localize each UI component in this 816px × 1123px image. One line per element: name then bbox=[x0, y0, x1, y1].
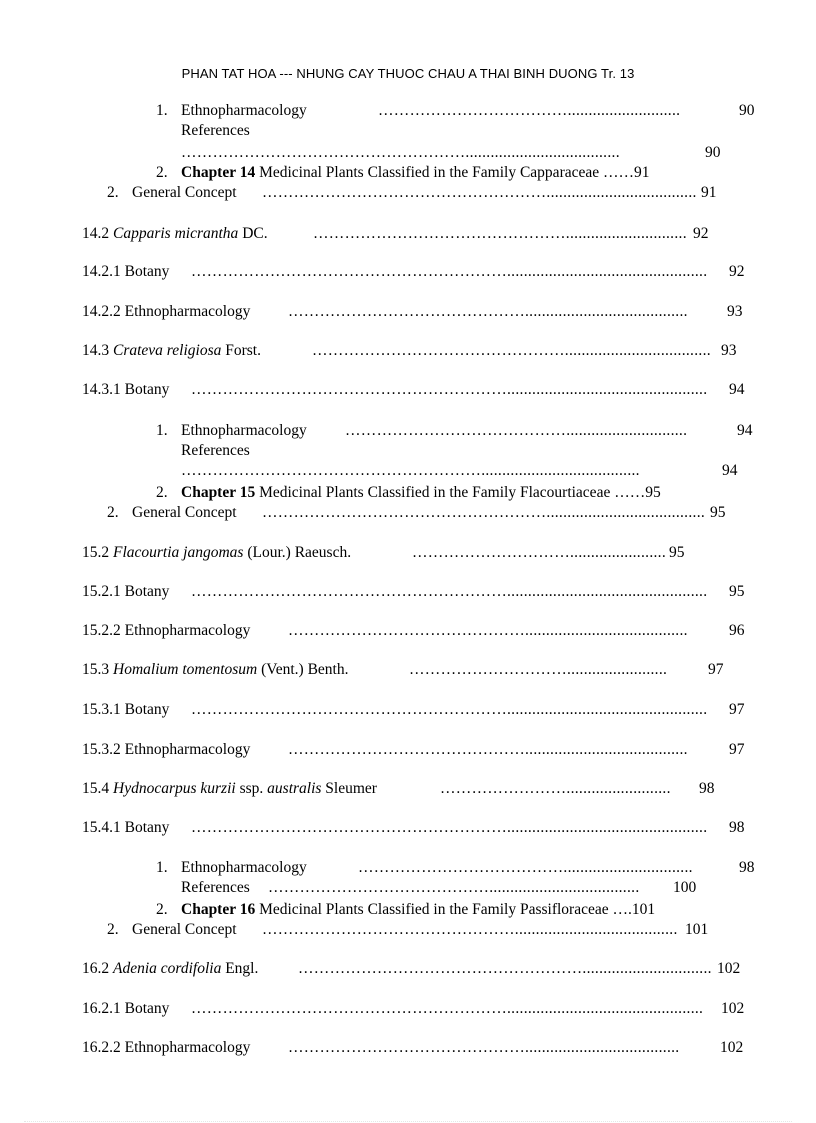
page-number: 97 bbox=[708, 661, 724, 678]
leader-dots: ………………………………………………............................... bbox=[298, 960, 712, 977]
species-name: Adenia cordifolia bbox=[113, 960, 222, 977]
leader-dots: ………………………………………....................................... bbox=[288, 303, 688, 320]
leader-dots: ……………………………………………………............................................... bbox=[191, 1000, 704, 1017]
page-number: 94 bbox=[729, 381, 745, 398]
leader-dots: ………………………………………....................................... bbox=[288, 741, 688, 758]
species-name: Hydnocarpus kurzii bbox=[113, 780, 236, 797]
page-number: 100 bbox=[673, 879, 697, 896]
chapter-entry bbox=[181, 163, 650, 183]
toc-entry: 14.2 Capparis micrantha DC. bbox=[82, 225, 268, 242]
leader-dots: …………………………………….................................... bbox=[268, 879, 640, 896]
leader-dots: …………………………........................ bbox=[409, 661, 668, 678]
leader-dots: …… bbox=[603, 164, 634, 181]
page-number: 92 bbox=[693, 225, 709, 242]
species-name: Capparis micrantha bbox=[113, 225, 239, 242]
page-number: 101 bbox=[685, 921, 709, 938]
leader-dots: …………………………………………....................................... bbox=[262, 921, 678, 938]
leader-dots: ……………………......................... bbox=[440, 780, 671, 797]
toc-entry-label: 15.3.2 Ethnopharmacology bbox=[82, 741, 251, 758]
list-number: 1. bbox=[156, 422, 168, 439]
toc-entry: 15.4 Hydnocarpus kurzii ssp. australis Sleumer bbox=[82, 780, 377, 797]
page-number: 95 bbox=[645, 484, 661, 501]
toc-entry-label: 16.2.2 Ethnopharmacology bbox=[82, 1039, 251, 1056]
page-number: 98 bbox=[739, 859, 755, 876]
chapter-entry bbox=[181, 900, 655, 920]
toc-entry-label: References bbox=[181, 879, 250, 896]
toc-entry-label: General Concept bbox=[132, 184, 237, 201]
page-number: 102 bbox=[717, 960, 741, 977]
toc-entry: 14.3 Crateva religiosa Forst. bbox=[82, 342, 261, 359]
page-number: 93 bbox=[727, 303, 743, 320]
page-number: 94 bbox=[722, 462, 738, 479]
list-number: 2. bbox=[107, 504, 119, 521]
page-number: 102 bbox=[721, 1000, 745, 1017]
leader-dots: ……………………………………............................. bbox=[345, 422, 688, 439]
page-number: 102 bbox=[720, 1039, 744, 1056]
page-number: 93 bbox=[721, 342, 737, 359]
leader-dots: ……………………………………………………................................................ bbox=[191, 819, 708, 836]
toc-entry-label: 14.2.1 Botany bbox=[82, 263, 170, 280]
page-number: 95 bbox=[729, 583, 745, 600]
leader-dots: …………………………………………............................. bbox=[313, 225, 687, 242]
leader-dots: …………………………………………................................... bbox=[312, 342, 711, 359]
subspecies-name: australis bbox=[267, 780, 322, 797]
toc-entry-label: 15.2.1 Botany bbox=[82, 583, 170, 600]
toc-entry-label: Ethnopharmacology bbox=[181, 102, 307, 119]
leader-dots: ……………………………………………………................................................ bbox=[191, 701, 708, 718]
leader-dots: …… bbox=[614, 484, 646, 501]
species-name: Flacourtia jangomas bbox=[113, 544, 244, 561]
leader-dots: ………………………………………....................................... bbox=[288, 622, 688, 639]
page-number: 90 bbox=[739, 102, 755, 119]
leader-dots: …………………………………………………...................................... bbox=[181, 462, 640, 479]
page-number: 90 bbox=[705, 144, 721, 161]
toc-entry-label: 15.4.1 Botany bbox=[82, 819, 170, 836]
leader-dots: …………………………………............................... bbox=[358, 859, 693, 876]
page-number: 97 bbox=[729, 701, 745, 718]
toc-entry: 15.3 Homalium tomentosum (Vent.) Benth. bbox=[82, 661, 349, 678]
toc-entry-label: 16.2.1 Botany bbox=[82, 1000, 170, 1017]
toc-entry-label: 14.3.1 Botany bbox=[82, 381, 170, 398]
toc-entry-label: General Concept bbox=[132, 504, 237, 521]
page-edge-rule bbox=[24, 1121, 792, 1122]
leader-dots: ………………………………………..................................... bbox=[288, 1039, 680, 1056]
toc-entry-label: References bbox=[181, 122, 250, 139]
chapter-label: Chapter 15 bbox=[181, 484, 256, 501]
list-number: 1. bbox=[156, 102, 168, 119]
toc-entry-label: Ethnopharmacology bbox=[181, 422, 307, 439]
toc-entry-label: 15.2.2 Ethnopharmacology bbox=[82, 622, 251, 639]
page-number: 92 bbox=[729, 263, 745, 280]
page-number: 95 bbox=[710, 504, 726, 521]
page-number: 98 bbox=[729, 819, 745, 836]
chapter-label: Chapter 14 bbox=[181, 164, 256, 181]
page-number: 94 bbox=[737, 422, 753, 439]
list-number: 2. bbox=[107, 184, 119, 201]
leader-dots: ……………………………………………………................................................ bbox=[191, 583, 708, 600]
toc-entry-label: Ethnopharmacology bbox=[181, 859, 307, 876]
leader-dots: ……………………………………………………................................................ bbox=[191, 381, 708, 398]
leader-dots: ………………………………………………..................................... bbox=[181, 144, 620, 161]
chapter-label: Chapter 16 bbox=[181, 901, 256, 918]
page-number: 98 bbox=[699, 780, 715, 797]
page-number: 95 bbox=[669, 544, 685, 561]
chapter-title: Medicinal Plants Classified in the Family Flacourtiaceae bbox=[259, 484, 611, 501]
page-number: 96 bbox=[729, 622, 745, 639]
leader-dots: ………………………………........................... bbox=[378, 102, 681, 119]
list-number: 2. bbox=[107, 921, 119, 938]
species-name: Crateva religiosa bbox=[113, 342, 222, 359]
species-name: Homalium tomentosum bbox=[113, 661, 258, 678]
leader-dots: ………………………………………………...................................... bbox=[262, 504, 706, 521]
leader-dots: …………………………....................... bbox=[412, 544, 667, 561]
list-number: 1. bbox=[156, 859, 168, 876]
leader-dots: ……………………………………………….................................... bbox=[262, 184, 697, 201]
chapter-title: Medicinal Plants Classified in the Family Capparaceae bbox=[259, 164, 600, 181]
list-number: 2. bbox=[156, 901, 168, 918]
list-number: 2. bbox=[156, 484, 168, 501]
list-number: 2. bbox=[156, 164, 168, 181]
page-header: PHAN TAT HOA --- NHUNG CAY THUOC CHAU A THAI BINH DUONG Tr. 13 bbox=[181, 66, 635, 81]
leader-dots: …. bbox=[612, 901, 632, 918]
toc-entry-label: General Concept bbox=[132, 921, 237, 938]
toc-entry-label: References bbox=[181, 442, 250, 459]
toc-entry-label: 14.2.2 Ethnopharmacology bbox=[82, 303, 251, 320]
page-number: 91 bbox=[701, 184, 717, 201]
page-number: 97 bbox=[729, 741, 745, 758]
chapter-entry bbox=[181, 483, 661, 503]
toc-entry: 15.2 Flacourtia jangomas (Lour.) Raeusch. bbox=[82, 544, 352, 561]
page-number: 91 bbox=[634, 164, 650, 181]
toc-entry: 16.2 Adenia cordifolia Engl. bbox=[82, 960, 259, 977]
chapter-title: Medicinal Plants Classified in the Family Passifloraceae bbox=[259, 901, 609, 918]
toc-entry-label: 15.3.1 Botany bbox=[82, 701, 170, 718]
page-number: 101 bbox=[631, 901, 656, 918]
leader-dots: ……………………………………………………................................................ bbox=[191, 263, 708, 280]
